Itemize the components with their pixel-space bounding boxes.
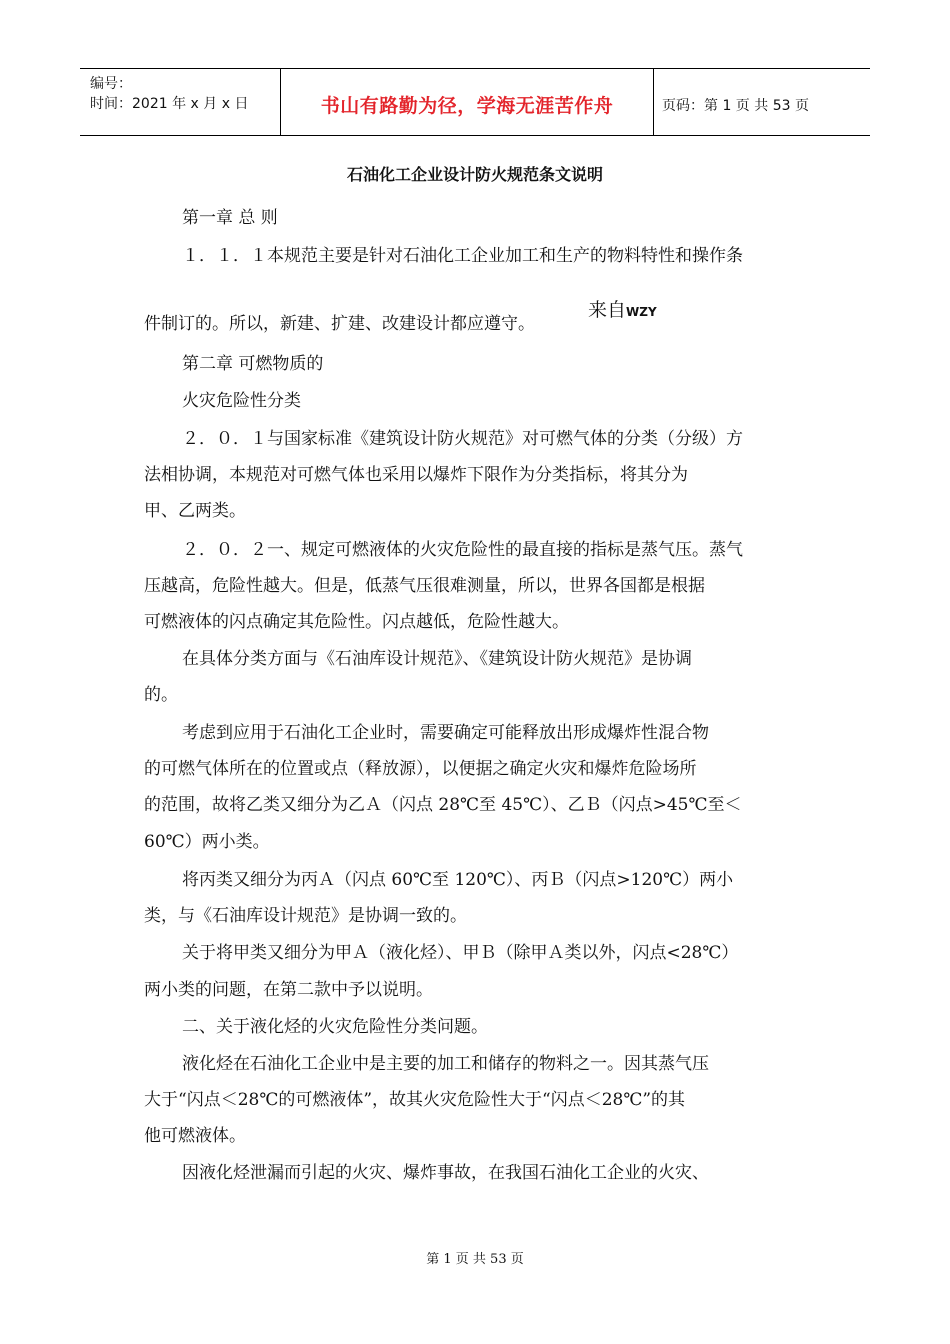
text-line: 考虑到应用于石油化工企业时，需要确定可能释放出形成爆炸性混合物	[182, 723, 709, 743]
text-line: ２．０．２一、规定可燃液体的火灾危险性的最直接的指标是蒸气压。蒸气	[182, 540, 743, 560]
text-line: 类，与《石油库设计规范》是协调一致的。	[144, 906, 467, 926]
text-line: 二、关于液化烃的火灾危险性分类问题。	[182, 1017, 488, 1037]
text-line: 可燃液体的闪点确定其危险性。闪点越低，危险性越大。	[144, 612, 569, 632]
text-line: 液化烃在石油化工企业中是主要的加工和储存的物料之一。因其蒸气压	[182, 1054, 709, 1074]
text-line: 大于“闪点＜28℃的可燃液体”，故其火灾危险性大于“闪点＜28℃”的其	[144, 1090, 686, 1110]
page-footer: 第 1 页 共 53 页	[426, 1252, 524, 1267]
text-line: 关于将甲类又细分为甲Ａ（液化烃）、甲Ｂ（除甲Ａ类以外，闪点<28℃）	[182, 943, 739, 963]
text-line: 第二章 可燃物质的	[182, 354, 324, 374]
text-line: 甲、乙两类。	[144, 501, 246, 521]
text-line: 将丙类又细分为丙Ａ（闪点 60℃至 120℃）、丙Ｂ（闪点>120℃）两小	[182, 870, 734, 890]
text-line: １．１．１本规范主要是针对石油化工企业加工和生产的物料特性和操作条	[182, 246, 743, 266]
document-title: 石油化工企业设计防火规范条文说明	[346, 165, 603, 184]
header-page-info: 页码：第 1 页 共 53 页	[662, 98, 809, 114]
header-motto-cell	[280, 69, 654, 135]
header-page-cell	[654, 69, 870, 135]
text-line: 压越高，危险性越大。但是，低蒸气压很难测量，所以，世界各国都是根据	[144, 576, 705, 596]
text-line: 件制订的。所以，新建、扩建、改建设计都应遵守。	[144, 314, 535, 334]
source-stamp: 来自WZY	[588, 299, 657, 321]
text-line: 的范围，故将乙类又细分为乙Ａ（闪点 28℃至 45℃）、乙Ｂ（闪点>45℃至＜	[144, 795, 742, 815]
document-number-label: 编号：	[90, 76, 132, 92]
text-line: 的可燃气体所在的位置或点（释放源），以便据之确定火灾和爆炸危险场所	[144, 759, 697, 779]
header-motto: 书山有路勤为径，学海无涯苦作舟	[320, 95, 614, 117]
text-line: ２．０．１与国家标准《建筑设计防火规范》对可燃气体的分类（分级）方	[182, 429, 743, 449]
text-line: 第一章 总 则	[182, 208, 278, 228]
text-line: 他可燃液体。	[144, 1126, 246, 1146]
text-line: 的。	[144, 685, 178, 705]
text-line: 在具体分类方面与《石油库设计规范》、《建筑设计防火规范》是协调	[182, 649, 692, 669]
text-line: 60℃）两小类。	[144, 832, 270, 852]
text-line: 火灾危险性分类	[182, 391, 301, 411]
text-line: 两小类的问题，在第二款中予以说明。	[144, 980, 433, 1000]
text-line: 因液化烃泄漏而引起的火灾、爆炸事故，在我国石油化工企业的火灾、	[182, 1163, 709, 1183]
document-date: 时间：2021 年 x 月 x 日	[90, 96, 249, 112]
header-meta-cell	[80, 69, 280, 135]
header-table	[80, 68, 870, 136]
text-line: 法相协调，本规范对可燃气体也采用以爆炸下限作为分类指标，将其分为	[144, 465, 688, 485]
